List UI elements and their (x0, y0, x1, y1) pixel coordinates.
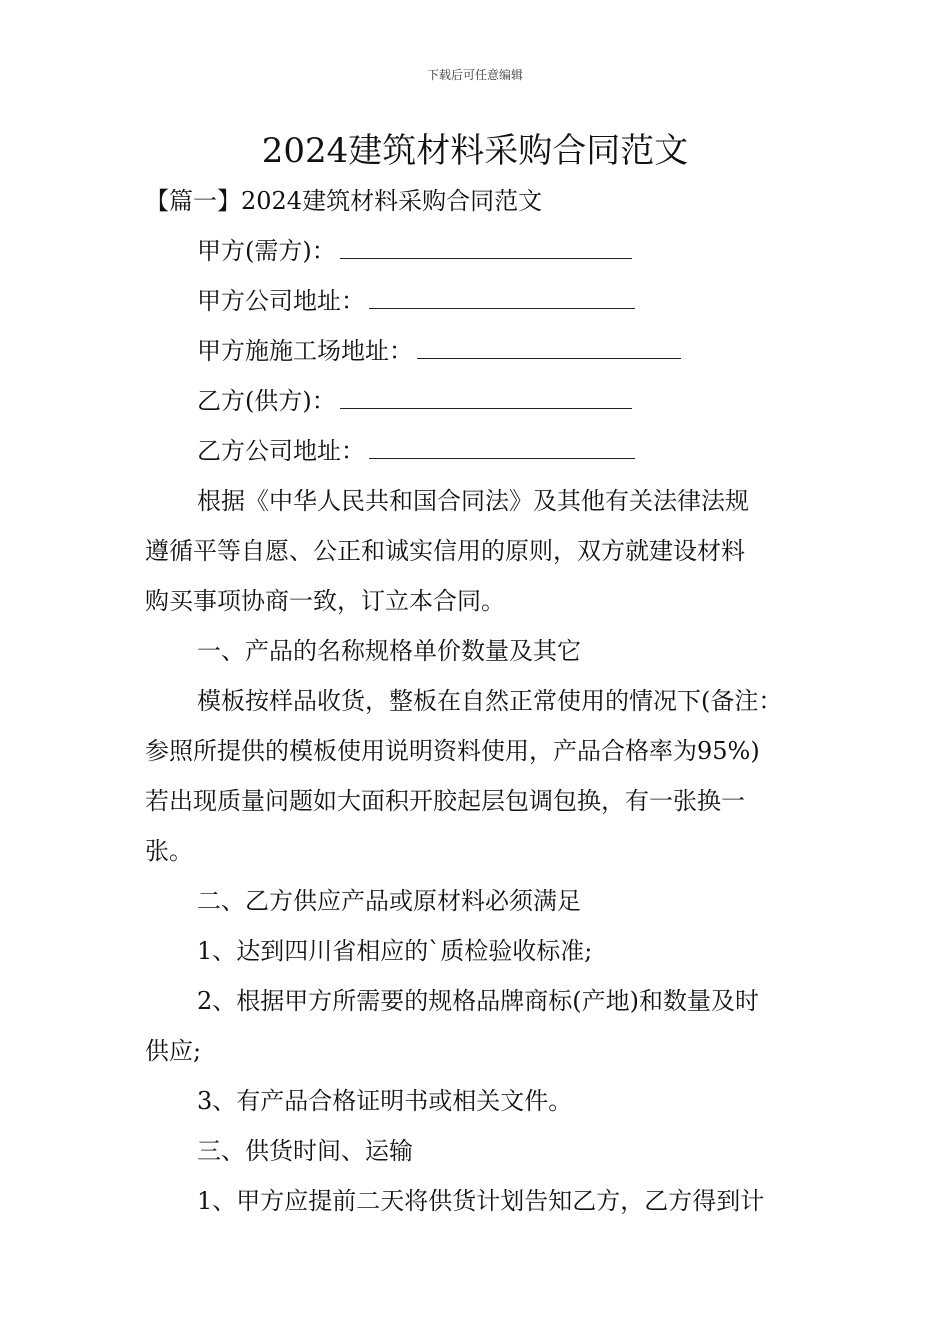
field-label: 甲方公司地址： (197, 287, 365, 315)
clause-3-heading: 三、供货时间、运输 (197, 1137, 413, 1165)
intro-paragraph-line: 遵循平等自愿、公正和诚实信用的原则，双方就建设材料 (145, 537, 745, 565)
clause-3-item-1: 1、甲方应提前二天将供货计划告知乙方，乙方得到计 (197, 1187, 765, 1215)
field-party-a-site-address (145, 326, 825, 376)
fill-blank-line (369, 428, 635, 459)
intro-paragraph-line: 根据《中华人民共和国合同法》及其他有关法律法规 (197, 487, 749, 515)
field-party-b-address (145, 426, 825, 476)
fill-blank-line (369, 278, 635, 309)
field-label: 乙方公司地址： (197, 437, 365, 465)
header-note: 下载后可任意编辑 (426, 68, 523, 82)
clause-1-body-line: 张。 (145, 837, 193, 865)
clause-2-item-3: 3、有产品合格证明书或相关文件。 (197, 1087, 573, 1115)
clause-2-item-1: 1、达到四川省相应的`质检验收标准; (197, 937, 593, 965)
clause-1-body-line: 模板按样品收货，整板在自然正常使用的情况下(备注： (197, 687, 783, 715)
clause-2-item-2-line: 供应; (145, 1037, 202, 1065)
intro-paragraph-line: 购买事项协商一致，订立本合同。 (145, 587, 505, 615)
field-label: 乙方(供方)： (197, 387, 336, 415)
clause-1-body-line: 参照所提供的模板使用说明资料使用，产品合格率为95%) (145, 737, 760, 765)
fill-blank-line (417, 328, 681, 359)
field-party-b (145, 376, 825, 426)
field-party-a-address (145, 276, 825, 326)
field-label: 甲方(需方)： (197, 237, 336, 265)
clause-2-heading: 二、乙方供应产品或原材料必须满足 (197, 887, 581, 915)
document-title: 2024建筑材料采购合同范文 (261, 131, 689, 171)
clause-2-item-2-line: 2、根据甲方所需要的规格品牌商标(产地)和数量及时 (197, 987, 759, 1015)
fill-blank-line (340, 228, 632, 259)
clause-1-heading: 一、产品的名称规格单价数量及其它 (197, 637, 581, 665)
fill-blank-line (340, 378, 632, 409)
clause-1-body-line: 若出现质量问题如大面积开胶起层包调包换，有一张换一 (145, 787, 745, 815)
document-body (145, 176, 825, 1226)
field-party-a (145, 226, 825, 276)
field-label: 甲方施施工场地址： (197, 337, 413, 365)
section-heading: 【篇一】2024建筑材料采购合同范文 (145, 187, 543, 215)
